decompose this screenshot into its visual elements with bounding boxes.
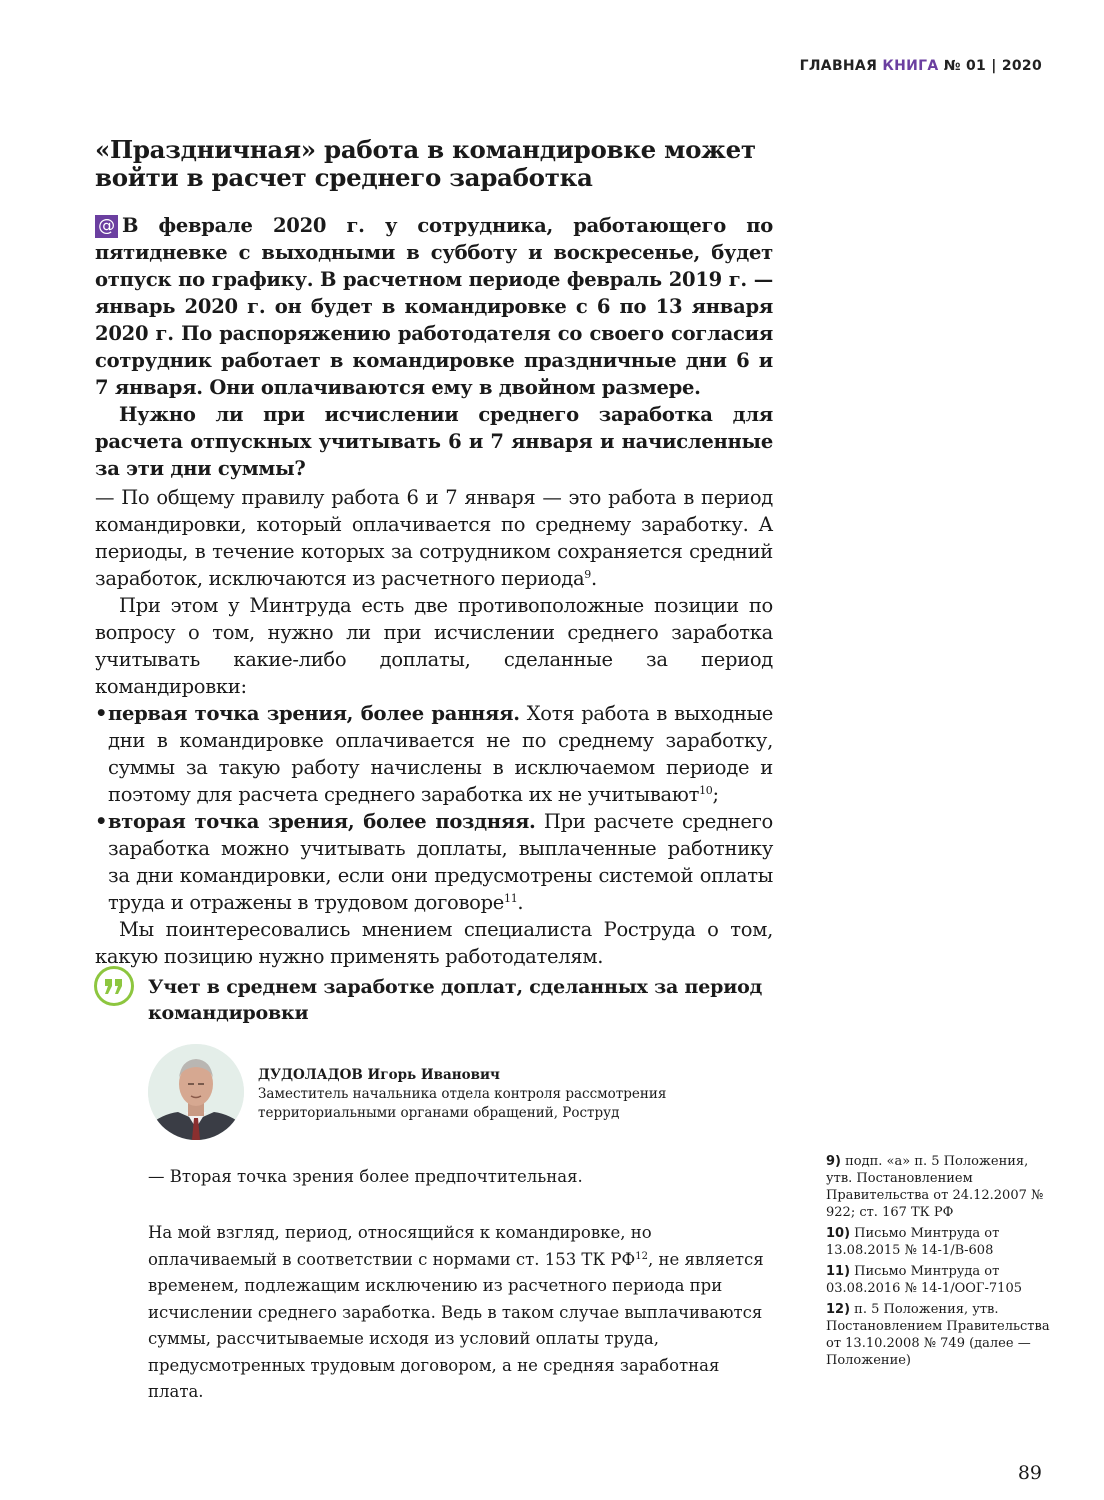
- expert-section-heading: Учет в среднем заработке доплат, сделанных за период командировки: [148, 976, 763, 1024]
- magazine-name: ГЛАВНАЯ: [799, 58, 878, 74]
- expert-answer-start: На мой взгляд, период, относящийся к командировке, но оплачиваемый в соответствии с нормами ст. 153 ТК РФ: [148, 1223, 652, 1269]
- at-icon: @: [95, 215, 118, 238]
- expert-answer-end: , не является временем, подлежащим исключению из расчетного периода при исчислении среднего заработка. Ведь в таком случае выплачиваются суммы, рассчитываемые исходя из условий оплаты труда, предусмотренных трудовым договором, а не средняя заработная плата.: [148, 1249, 764, 1401]
- bullet1-text: Хотя работа в выходные дни в командировке оплачивается не по среднему заработку, суммы за такую работу начислены в исключаемом периоде и поэтому для расчета среднего заработка их не учитывают: [108, 702, 773, 806]
- magazine-header: [800, 58, 1042, 74]
- footnote-ref-9[interactable]: 9: [584, 568, 591, 581]
- footnote-text: Письмо Минтруда от 13.08.2015 № 14-1/В-608: [826, 1226, 1000, 1258]
- expert-answer-body: [148, 1220, 774, 1406]
- footnote-text: Письмо Минтруда от 03.08.2016 № 14-1/ООГ-7105: [826, 1264, 1022, 1296]
- reader-question: [95, 212, 773, 482]
- positions-list: [95, 700, 773, 916]
- expert-answer-lead: — Вторая точка зрения более предпочтительная.: [148, 1167, 583, 1186]
- bullet1-end: ;: [712, 783, 719, 806]
- answer-paragraph-3: Мы поинтересовались мнением специалиста Роструда о том, какую позицию нужно применять работодателям.: [95, 918, 773, 968]
- footnote-item: [826, 1301, 1050, 1369]
- quote-marks-icon: [103, 977, 125, 995]
- footnote-number: 9): [826, 1154, 841, 1169]
- footnote-number: 12): [826, 1302, 851, 1317]
- list-item: [95, 808, 773, 916]
- article-body: [95, 484, 773, 970]
- avatar: [148, 1044, 244, 1140]
- footnotes: [826, 1153, 1050, 1373]
- answer-paragraph-1: [95, 484, 773, 592]
- bullet2-text: При расчете среднего заработка можно учитывать доплаты, выплаченные работнику за дни командировки, если они предусмотрены системой оплаты труда и отражены в трудовом договоре: [108, 810, 773, 914]
- footnote-ref-12[interactable]: 12: [635, 1250, 648, 1262]
- magazine-name-accent: КНИГА: [882, 58, 939, 74]
- footnote-text: подп. «а» п. 5 Положения, утв. Постановлением Правительства от 24.12.2007 № 922; ст. 167 ТК РФ: [826, 1154, 1044, 1220]
- footnote-number: 11): [826, 1264, 851, 1279]
- issue-number: № 01 | 2020: [943, 58, 1042, 74]
- answer-paragraph-2: При этом у Минтруда есть две противоположные позиции по вопросу о том, нужно ли при исчислении среднего заработка учитывать какие-либо доплаты, сделанные за период командировки:: [95, 594, 773, 698]
- footnote-item: [826, 1225, 1050, 1259]
- expert-role: Заместитель начальника отдела контроля рассмотрения территориальными органами обращений, Роструд: [258, 1086, 667, 1121]
- footnote-text: п. 5 Положения, утв. Постановлением Правительства от 13.10.2008 № 749 (далее — Положение): [826, 1302, 1050, 1368]
- bullet2-bold: вторая точка зрения, более поздняя.: [108, 810, 536, 833]
- quote-icon: [94, 966, 134, 1006]
- expert-photo-icon: [148, 1044, 244, 1140]
- footnote-ref-11[interactable]: 11: [504, 892, 518, 905]
- expert-given-names: Игорь Иванович: [362, 1067, 500, 1083]
- expert-name: [258, 1066, 500, 1084]
- answer-p1-text: — По общему правилу работа 6 и 7 января — это работа в период командировки, который оплачивается по среднему заработку. А периоды, в течение которых за сотрудником сохраняется средний заработок, исключаются из расчетного периода: [95, 486, 773, 590]
- bullet2-end: .: [517, 891, 524, 914]
- question-text: Нужно ли при исчислении среднего заработка для расчета отпускных учитывать 6 и 7 января и начисленные за эти дни суммы?: [95, 403, 773, 480]
- article-title: «Праздничная» работа в командировке может войти в расчет среднего заработка: [95, 135, 756, 192]
- bullet1-bold: первая точка зрения, более ранняя.: [108, 702, 520, 725]
- footnote-ref-10[interactable]: 10: [699, 784, 713, 797]
- page-number: 89: [1017, 1462, 1042, 1484]
- answer-p1-end: .: [591, 567, 597, 590]
- expert-surname: ДУДОЛАДОВ: [258, 1067, 363, 1083]
- footnote-item: [826, 1153, 1050, 1221]
- footnote-number: 10): [826, 1226, 851, 1241]
- footnote-item: [826, 1263, 1050, 1297]
- question-intro: В феврале 2020 г. у сотрудника, работающего по пятидневке с выходными в субботу и воскресенье, будет отпуск по графику. В расчетном периоде февраль 2019 г. — январь 2020 г. он будет в командировке с 6 по 13 января 2020 г. По распоряжению работодателя со своего согласия сотрудник работает в командировке праздничные дни 6 и 7 января. Они оплачиваются ему в двойном размере.: [95, 214, 773, 399]
- list-item: [95, 700, 773, 808]
